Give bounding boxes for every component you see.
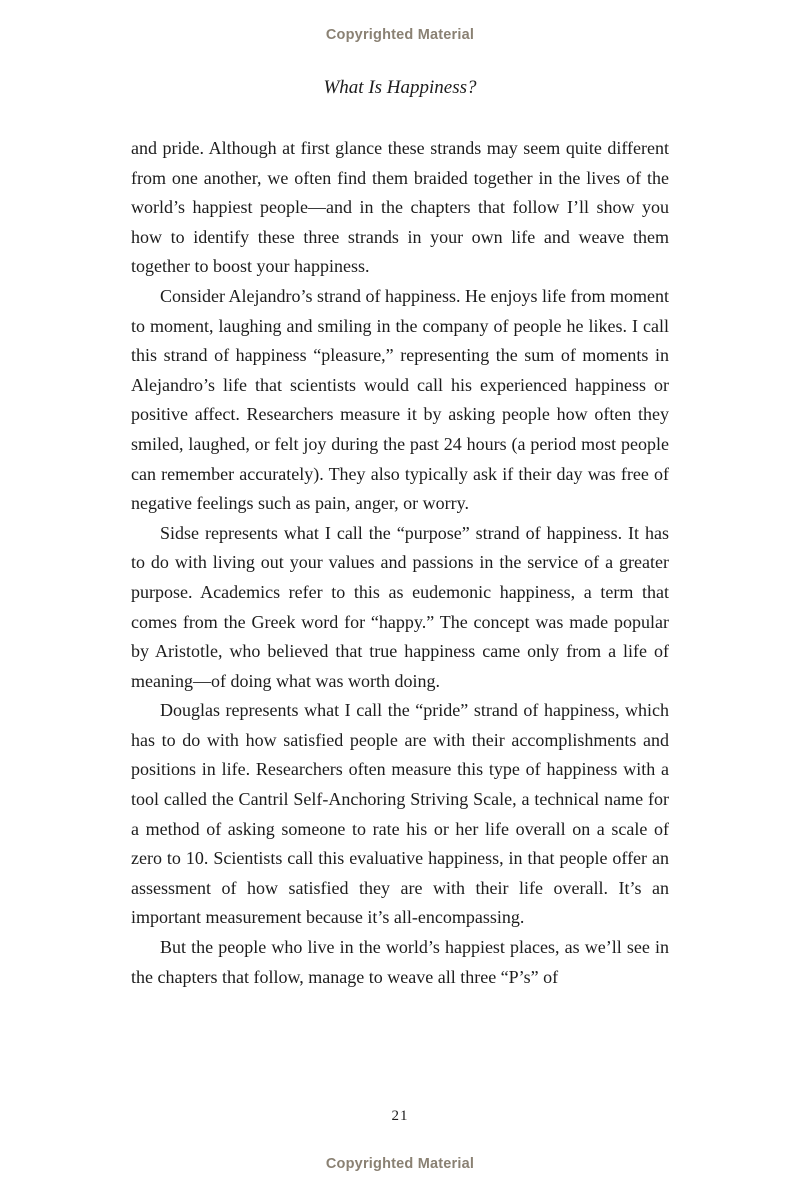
paragraph-purpose-strand: Sidse represents what I call the “purpose” strand of happiness. It has to do with living out your values and passions in the service of a greater purpose. Academics refer to this as eudemonic happiness, a term that comes from the Greek word for “happy.” The concept was made popular by Aristotle, who believed that true happiness came only from a life of meaning—of doing what was worth doing.: [131, 522, 669, 691]
running-head-chapter-title: What Is Happiness?: [323, 77, 477, 98]
paragraph-closing: But the people who live in the world’s happiest places, as we’ll see in the chapters that follow, manage to weave all three “P’s” of: [131, 937, 669, 987]
copyright-watermark-top: Copyrighted Material: [325, 27, 475, 43]
paragraph-pride-strand: Douglas represents what I call the “pride” strand of happiness, which has to do with how satisfied people are with their accomplishments and positions in life. Researchers often measure this type of happiness with a tool called the Cantril Self-Anchoring Striving Scale, a technical name for a method of asking someone to rate his or her life overall on a scale of zero to 10. Scientists call this evaluative happiness, in that people offer an assessment of how satisfied they are with their life overall. It’s an important measurement because it’s all-encompassing.: [131, 700, 669, 928]
paragraph-pleasure-strand: Consider Alejandro’s strand of happiness. He enjoys life from moment to moment, laughing and smiling in the company of people he likes. I call this strand of happiness “pleasure,” representing the sum of moments in Alejandro’s life that scientists would call his experienced happiness or positive affect. Researchers measure it by asking people how often they smiled, laughed, or felt joy during the past 24 hours (a period most people can remember accurately). They also typically ask if their day was free of negative feelings such as pain, anger, or worry.: [131, 285, 669, 514]
page-number: 21: [391, 1108, 409, 1124]
paragraph-continuation: and pride. Although at first glance these strands may seem quite different from one another, we often find them braided together in the lives of the world’s happiest people—and in the chapters that follow I’ll show you how to identify these three strands in your own life and weave them together to boost your happiness.: [131, 138, 669, 277]
copyright-watermark-bottom: Copyrighted Material: [325, 1156, 475, 1172]
body-text-block: [131, 134, 669, 992]
